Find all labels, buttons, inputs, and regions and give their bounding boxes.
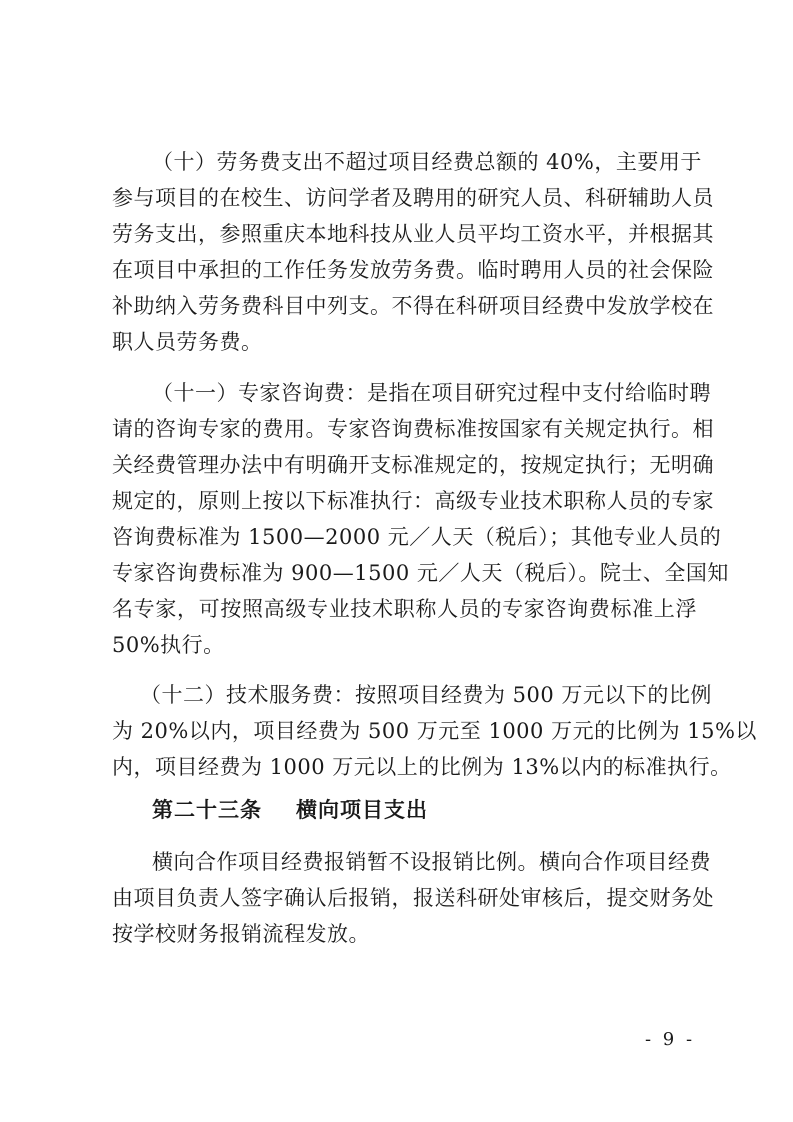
paragraph-line: 咨询费标准为 1500—2000 元／人天（税后）；其他专业人员的	[112, 525, 722, 549]
article-heading	[152, 795, 428, 825]
paragraph-line: （十）劳务费支出不超过项目经费总额的 40%，主要用于	[152, 150, 702, 174]
paragraph-line: 补助纳入劳务费科目中列支。不得在科研项目经费中发放学校在	[112, 294, 714, 318]
paragraph-line: 横向合作项目经费报销暂不设报销比例。横向合作项目经费	[152, 850, 711, 874]
paragraph-line: 专家咨询费标准为 900—1500 元／人天（税后）。院士、全国知	[112, 561, 729, 585]
paragraph-line: （十二）技术服务费：按照项目经费为 500 万元以下的比例	[140, 683, 712, 707]
paragraph-line: 名专家，可按照高级专业技术职称人员的专家咨询费标准上浮	[112, 597, 697, 621]
paragraph-line: 关经费管理办法中有明确开支标准规定的，按规定执行；无明确	[112, 453, 714, 477]
paragraph-line: 劳务支出，参照重庆本地科技从业人员平均工资水平，并根据其	[112, 222, 714, 246]
paragraph-line: 由项目负责人签字确认后报销，报送科研处审核后，提交财务处	[112, 886, 714, 910]
article-title: 横向项目支出	[296, 798, 428, 822]
paragraph-line: 50%执行。	[112, 633, 225, 657]
paragraph-line: 为 20%以内，项目经费为 500 万元至 1000 万元的比例为 15%以	[112, 719, 757, 743]
paragraph-line: 按学校财务报销流程发放。	[112, 922, 370, 946]
paragraph-line: （十一）专家咨询费：是指在项目研究过程中支付给临时聘	[152, 381, 711, 405]
paragraph-line: 职人员劳务费。	[112, 330, 263, 354]
paragraph-line: 请的咨询专家的费用。专家咨询费标准按国家有关规定执行。相	[112, 417, 714, 441]
paragraph-line: 规定的，原则上按以下标准执行：高级专业技术职称人员的专家	[112, 489, 714, 513]
paragraph-line: 参与项目的在校生、访问学者及聘用的研究人员、科研辅助人员	[112, 186, 714, 210]
page-number: - 9 -	[645, 1029, 696, 1050]
article-number: 第二十三条	[152, 798, 262, 822]
paragraph-line: 在项目中承担的工作任务发放劳务费。临时聘用人员的社会保险	[112, 258, 714, 282]
paragraph-line: 内，项目经费为 1000 万元以上的比例为 13%以内的标准执行。	[112, 755, 732, 779]
